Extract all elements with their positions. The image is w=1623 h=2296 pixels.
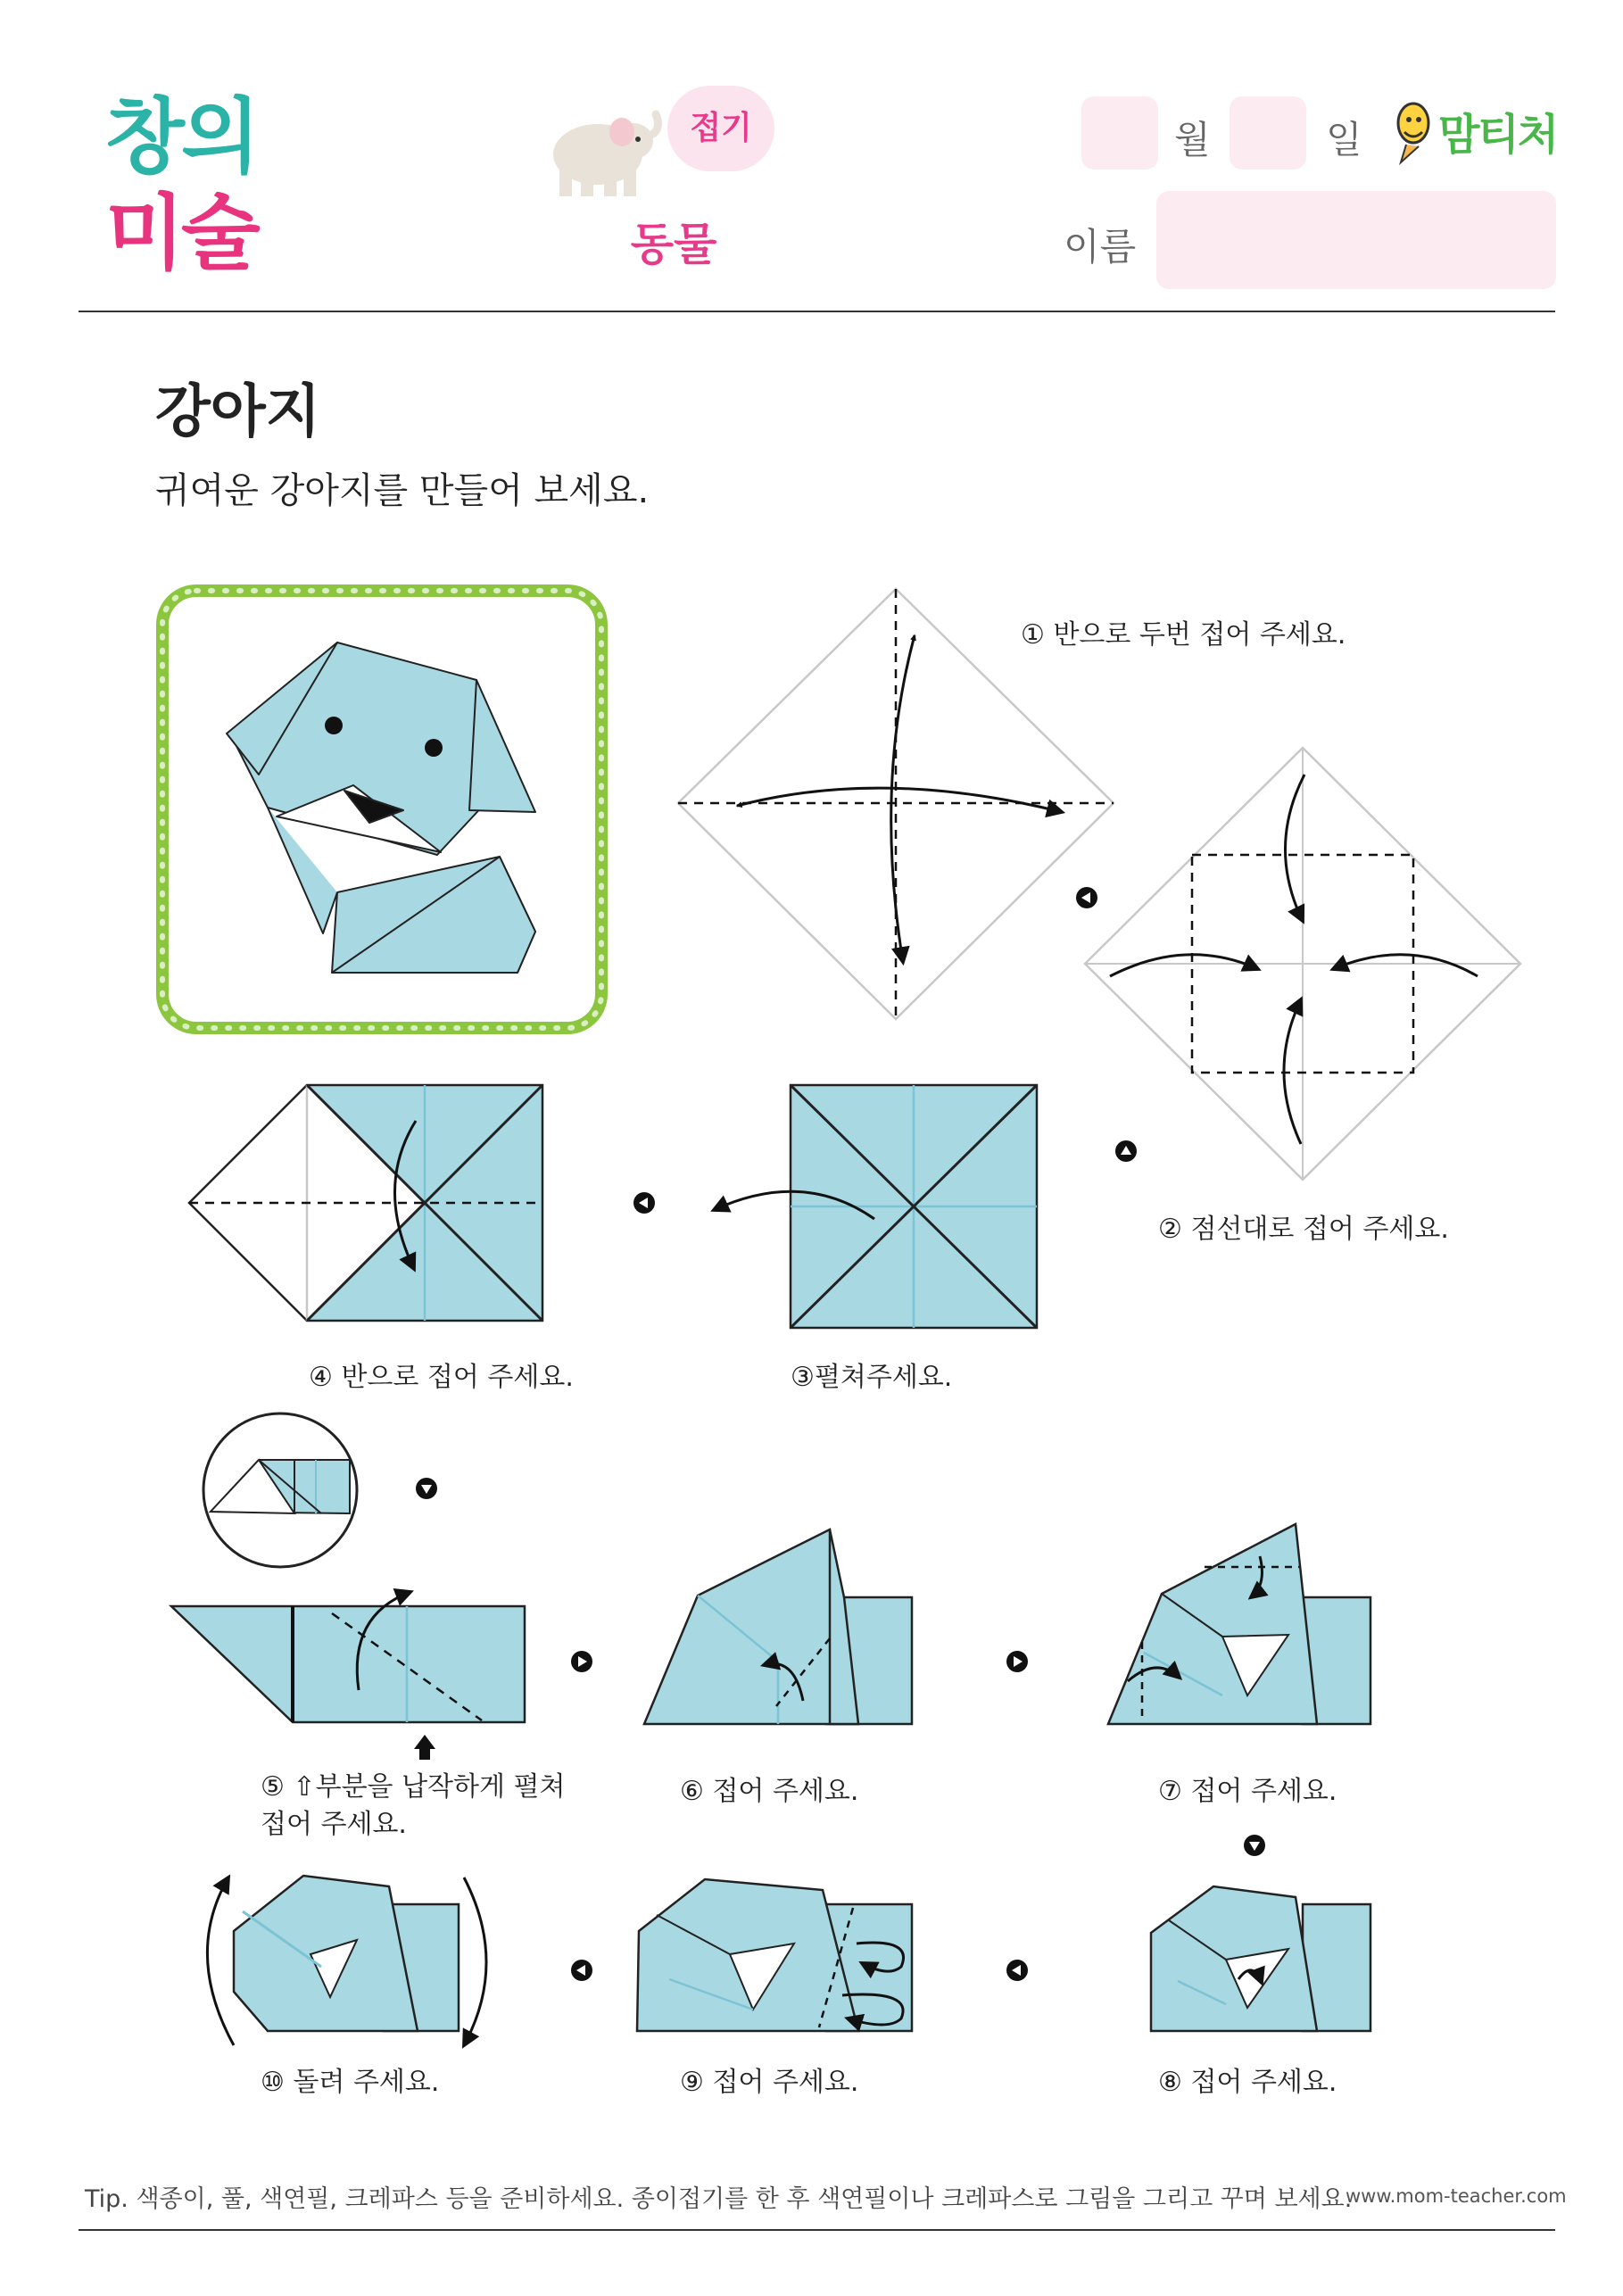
brand-name: 맘티처 [1438,110,1558,160]
step-5-inset [203,1413,357,1567]
footer-divider [79,2229,1555,2231]
step-7-caption [1158,1769,1337,1808]
step-1-text: 반으로 두번 접어 주세요. [1053,619,1346,651]
step-4-caption [309,1355,574,1394]
step-9-num: ⑨ [680,2067,704,2098]
step-2-diagram [1085,748,1520,1180]
step-8-text: 접어 주세요. [1190,2067,1337,2098]
step-8-diagram [1151,1886,1370,2031]
step-9-caption [680,2060,858,2099]
step-1-caption [1021,612,1346,651]
step-6-caption [680,1769,858,1808]
step-2-caption [1158,1206,1449,1246]
site-url[interactable]: www.mom-teacher.com [1346,2185,1567,2207]
logo-line-2: 미술 [105,186,257,281]
step-5-diagram [171,1592,525,1760]
page-subtitle: 귀여운 강아지를 만들어 보세요. [155,470,650,511]
step-3-diagram [714,1085,1037,1328]
step-4-text: 반으로 접어 주세요. [341,1362,574,1393]
step-8-num: ⑧ [1158,2067,1182,2098]
category-name: 동물 [630,219,717,270]
step-10-text: 돌려 주세요. [293,2067,440,2098]
step-5-caption [261,1769,565,1844]
step-7-num: ⑦ [1158,1776,1182,1807]
step-5-text-line2: 접어 주세요. [261,1809,407,1840]
step-10-caption [261,2060,439,2099]
step-6-num: ⑥ [680,1776,704,1807]
day-label: 일 [1326,118,1362,162]
step-1-diagram [678,589,1114,1019]
step-1-num: ① [1021,619,1045,651]
step-3-text: 펼쳐주세요. [814,1362,953,1393]
logo-line-1: 창의 [105,89,257,185]
step-3-num: ③ [791,1362,815,1393]
tip-text: Tip. 색종이, 풀, 색연필, 크레파스 등을 준비하세요. 종이접기를 한 후 색연필이나 크레파스로 그림을 그리고 꾸며 보세요. [85,2185,1353,2213]
step-6-diagram [644,1529,912,1724]
step-2-num: ② [1158,1214,1182,1245]
page-title: 강아지 [155,379,321,445]
step-3-caption [791,1355,952,1394]
name-label: 이름 [1064,225,1137,269]
step-6-text: 접어 주세요. [712,1776,859,1807]
step-5-text: ⇧부분을 납작하게 펼쳐 [293,1771,566,1803]
step-4-diagram [189,1085,542,1321]
step-10-num: ⑩ [261,2067,285,2098]
step-8-caption [1158,2060,1337,2099]
step-2-text: 점선대로 접어 주세요. [1190,1214,1449,1245]
step-9-text: 접어 주세요. [712,2067,859,2098]
step-7-diagram [1108,1524,1370,1724]
step-9-diagram [637,1879,912,2031]
step-4-num: ④ [309,1362,333,1393]
step-7-text: 접어 주세요. [1190,1776,1337,1807]
month-label: 월 [1174,118,1211,162]
step-5-num: ⑤ [261,1771,285,1803]
step-10-diagram [207,1876,486,2045]
category-badge-label: 접기 [690,110,752,146]
